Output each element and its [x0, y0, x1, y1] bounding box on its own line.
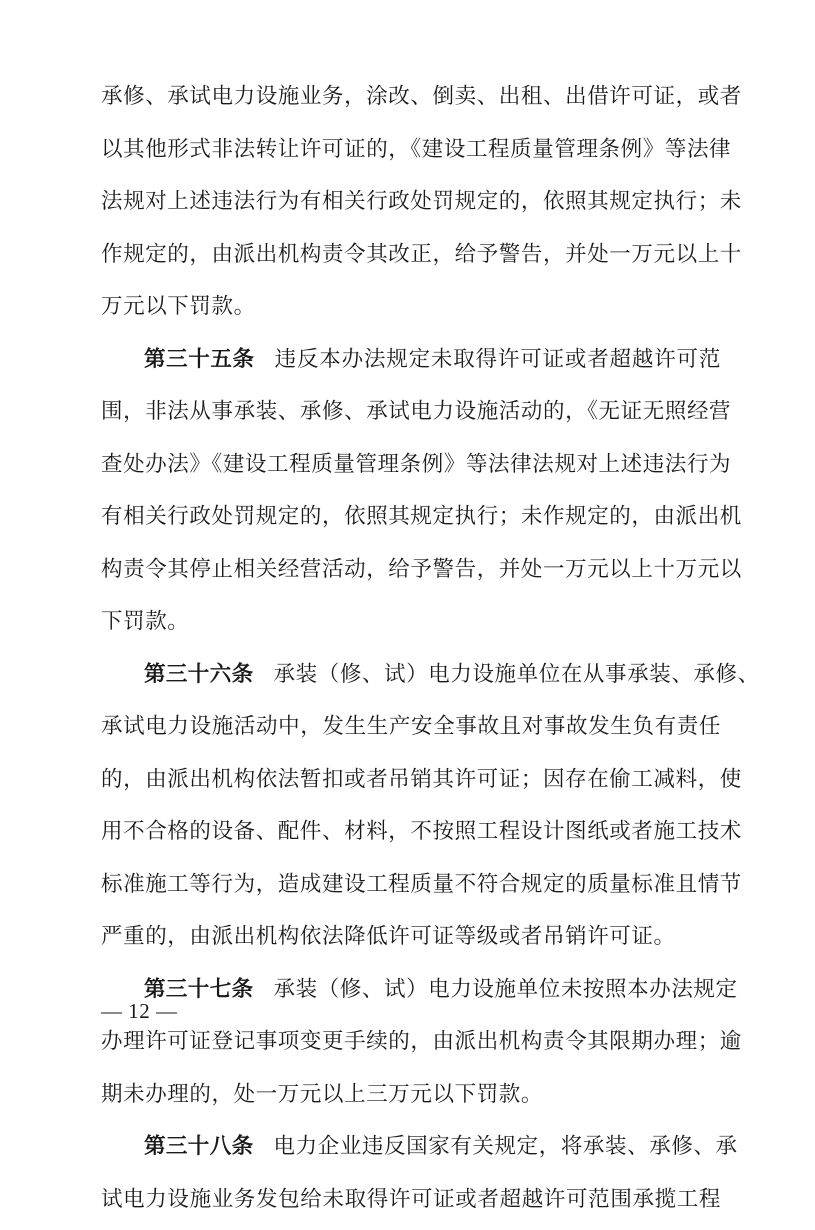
text-line: 办理许可证登记事项变更手续的，由派出机构责令其限期办理；逾 [101, 1020, 721, 1073]
document-body [101, 75, 721, 1230]
text-line: 期未办理的，处一万元以上三万元以下罚款。 [101, 1073, 721, 1126]
text-line: 以其他形式非法转让许可证的，《建设工程质量管理条例》等法律 [101, 128, 721, 181]
article-heading: 第三十八条 [144, 1134, 254, 1159]
text-line [101, 338, 721, 391]
article-text: 承装（修、试）电力设施单位未按照本办法规定 [274, 977, 738, 1002]
article-heading: 第三十五条 [144, 347, 255, 372]
text-line: 承试电力设施活动中，发生生产安全事故且对事故发生负有责任 [101, 705, 721, 758]
article-text: 违反本办法规定未取得许可证或者超越许可范 [275, 347, 721, 372]
text-line: 承修、承试电力设施业务，涂改、倒卖、出租、出借许可证，或者 [101, 75, 721, 128]
text-line: 试电力设施业务发包给未取得许可证或者超越许可范围承揽工程 [101, 1178, 721, 1230]
text-line [101, 1125, 721, 1178]
text-line: 围，非法从事承装、承修、承试电力设施活动的，《无证无照经营 [101, 390, 721, 443]
article-text: 承装（修、试）电力设施单位在从事承装、承修、 [274, 662, 760, 687]
text-line: 的，由派出机构依法暂扣或者吊销其许可证；因存在偷工减料，使 [101, 758, 721, 811]
text-line: 查处办法》《建设工程质量管理条例》等法律法规对上述违法行为 [101, 443, 721, 496]
article-text: 电力企业违反国家有关规定，将承装、承修、承 [274, 1134, 738, 1159]
article-35 [101, 338, 721, 653]
text-line: 万元以下罚款。 [101, 285, 721, 338]
article-36 [101, 653, 721, 968]
paragraph-continuation [101, 75, 721, 338]
text-line: 有相关行政处罚规定的，依照其规定执行；未作规定的，由派出机 [101, 495, 721, 548]
text-line: 作规定的，由派出机构责令其改正，给予警告，并处一万元以上十 [101, 233, 721, 286]
text-line: 标准施工等行为，造成建设工程质量不符合规定的质量标准且情节 [101, 863, 721, 916]
text-line: 构责令其停止相关经营活动，给予警告，并处一万元以上十万元以 [101, 548, 721, 601]
text-line [101, 968, 721, 1021]
text-line: 用不合格的设备、配件、材料，不按照工程设计图纸或者施工技术 [101, 810, 721, 863]
article-heading: 第三十七条 [144, 977, 254, 1002]
article-heading: 第三十六条 [144, 662, 254, 687]
text-line: 下罚款。 [101, 600, 721, 653]
text-line [101, 653, 721, 706]
text-line: 法规对上述违法行为有相关行政处罚规定的，依照其规定执行；未 [101, 180, 721, 233]
page-number: — 12 — [101, 995, 178, 1027]
text-line: 严重的，由派出机构依法降低许可证等级或者吊销许可证。 [101, 915, 721, 968]
article-38 [101, 1125, 721, 1230]
article-37 [101, 968, 721, 1126]
